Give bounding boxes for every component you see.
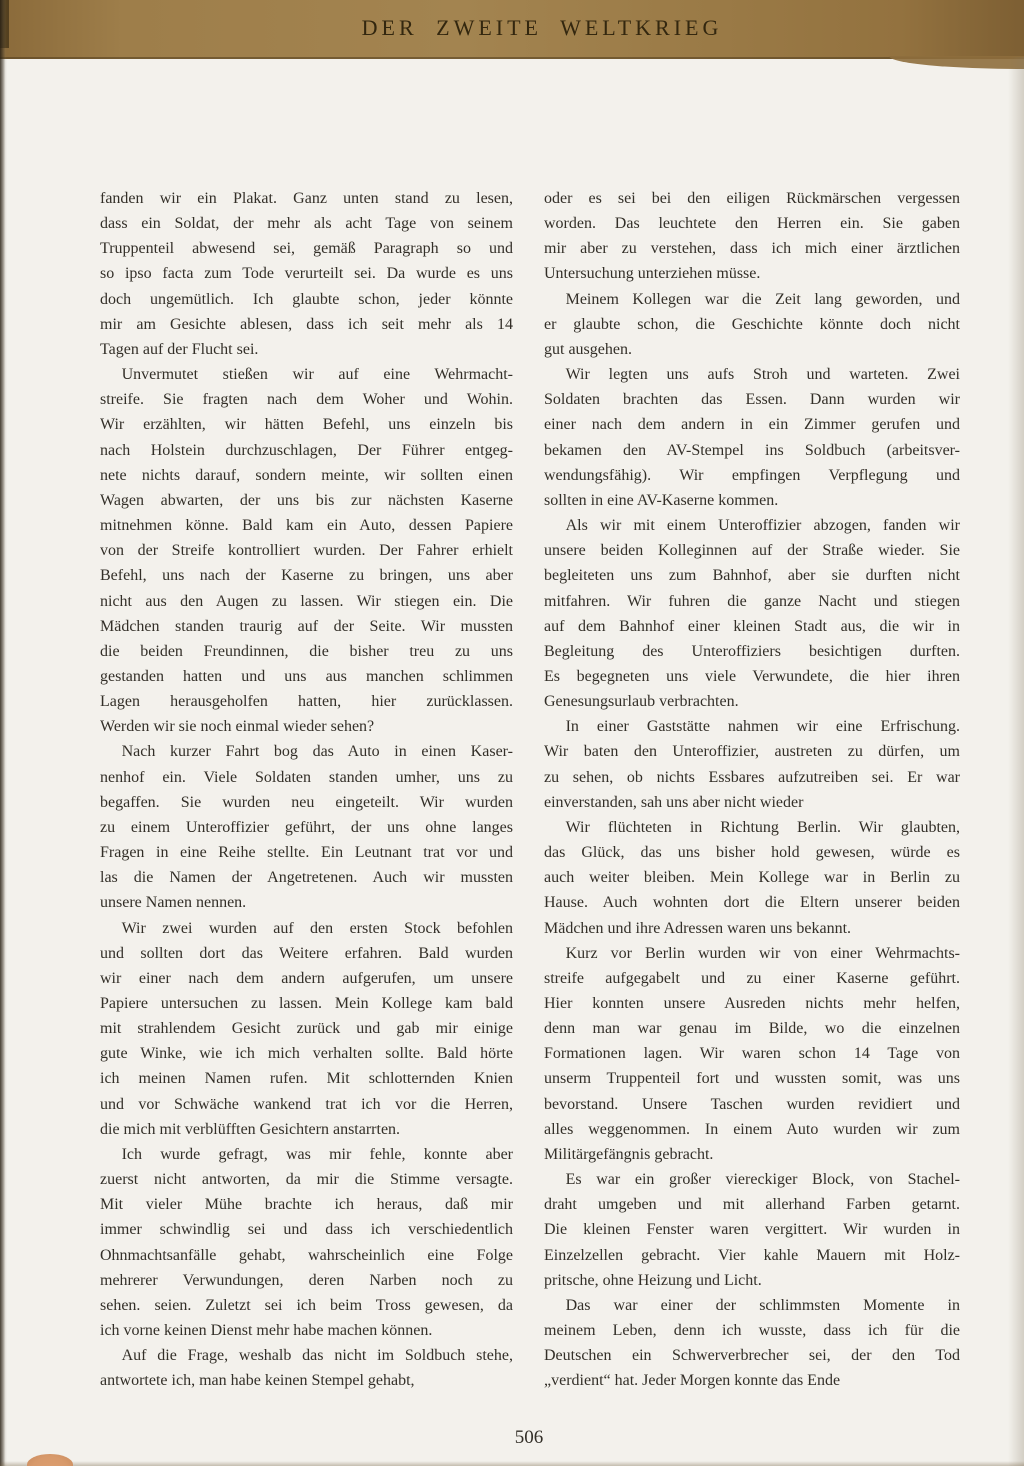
text-line: Begleitung des Unteroffiziers besichtigen durften. (544, 642, 960, 660)
text-line: Wir erzählten, wir hätten Befehl, uns einzeln bis (100, 416, 513, 434)
paragraph (100, 362, 513, 739)
text-line: wendungsfähig). Wir empfingen Verpflegung und (544, 466, 960, 484)
paragraph (544, 1293, 960, 1394)
text-line: wir einer nach dem andern aufgerufen, um unsere (100, 969, 513, 987)
text-line: immer schwindlig sei und dass ich verschiedentlich (100, 1221, 513, 1239)
text-line: mitnehmen könne. Bald kam ein Auto, dessen Papiere (100, 517, 513, 535)
text-line: begleiteten uns zum Bahnhof, aber sie durften nicht (544, 567, 960, 585)
text-line: von der Streife kontrolliert wurden. Der Fahrer erhielt (100, 542, 513, 560)
page-bottom-edge (0, 1461, 1024, 1466)
text-line: gestanden hatten und uns aus manchen schlimmen (100, 667, 513, 685)
text-line: Das war einer der schlimmsten Momente in (565, 1296, 960, 1314)
text-line: Wir zwei wurden auf den ersten Stock befohlen (121, 919, 513, 937)
text-line: streife. Sie fragten nach dem Woher und Wohin. (100, 391, 513, 409)
text-line: einer nach dem andern in ein Zimmer gerufen und (544, 416, 960, 434)
text-line: Lagen herausgeholfen hatten, hier zurücklassen. (100, 693, 513, 711)
text-line: Ohnmachtsanfälle gehabt, wahrscheinlich eine Folge (100, 1246, 513, 1264)
text-line: unsere Namen nennen. (100, 894, 247, 912)
text-line: nicht aus den Augen zu lassen. Wir stiegen ein. Die (100, 592, 513, 610)
text-line: Wir flüchteten in Richtung Berlin. Wir glaubten, (565, 818, 960, 836)
text-line: Befehl, uns nach der Kaserne zu bringen, uns aber (100, 567, 513, 585)
text-line: und vor Schwäche wankend trat ich vor die Herren, (100, 1095, 513, 1113)
text-line: pritsche, ohne Heizung und Licht. (544, 1271, 762, 1289)
paragraph (100, 186, 513, 362)
text-line: Formationen lagen. Wir waren schon 14 Tage von (544, 1045, 960, 1063)
text-line: auch weiter bleiben. Mein Kollege war in Berlin zu (544, 869, 960, 887)
text-line: mit strahlendem Gesicht zurück und gab mir einige (100, 1020, 513, 1038)
text-line: Mädchen und ihre Adressen waren uns bekannt. (544, 919, 852, 937)
text-line: Wir baten den Unteroffizier, austreten zu dürfen, um (544, 743, 960, 761)
text-line: bevorstand. Unsere Taschen wurden revidiert und (544, 1095, 960, 1113)
text-line: Untersuchung unterziehen müsse. (544, 265, 761, 283)
text-line: denn man war genau im Bilde, wo die einzelnen (544, 1020, 960, 1038)
text-line: nach Holstein durchzuschlagen, Der Führer entgeg- (100, 441, 513, 459)
text-line: worden. Das leuchtete den Herren ein. Sie gaben (544, 215, 960, 233)
text-line: Ich wurde gefragt, was mir fehle, konnte aber (121, 1145, 513, 1163)
text-line: draht umgeben und mit allerhand Farben getarnt. (544, 1196, 960, 1214)
text-line: Fragen in eine Reihe stellte. Ein Leutnant trat vor und (100, 844, 513, 862)
paragraph (100, 739, 513, 915)
text-line: Soldaten brachten das Essen. Dann wurden wir (544, 391, 960, 409)
text-line: Truppenteil abwesend sei, gemäß Paragraph so und (100, 240, 513, 258)
text-line: sehen. seien. Zuletzt sei ich beim Tross gewesen, da (100, 1296, 513, 1314)
paragraph (100, 1142, 513, 1343)
paragraph (544, 1167, 960, 1293)
text-line: Papiere untersuchen zu lassen. Mein Kollege kam bald (100, 995, 513, 1012)
paragraph (544, 513, 960, 714)
text-line: mir am Gesichte ablesen, dass ich seit mehr als 14 (100, 315, 513, 333)
fingertip-scan-artifact (27, 1454, 73, 1466)
page-left-edge (0, 0, 7, 1466)
text-line: Es begegneten uns viele Verwundete, die hier ihren (544, 667, 960, 685)
text-line: streife aufgegabelt und zu einer Kaserne geführt. (544, 969, 960, 987)
paragraph (544, 287, 960, 362)
paragraph (544, 186, 960, 287)
text-line: Die kleinen Fenster waren vergittert. Wir wurden in (544, 1221, 960, 1239)
text-line: zuerst nicht antworten, da mir die Stimme versagte. (100, 1171, 513, 1189)
text-line: Tagen auf der Flucht sei. (100, 340, 259, 358)
text-line: Werden wir sie noch einmal wieder sehen? (100, 718, 375, 736)
text-line: nenhof ein. Viele Soldaten standen umher, uns zu (100, 768, 513, 786)
text-line: Hause. Auch wohnten dort die Eltern unserer beiden (544, 894, 960, 912)
text-line: bekamen den AV-Stempel ins Soldbuch (arbeitsver- (544, 441, 960, 459)
text-column-left (100, 186, 513, 1394)
text-line: las die Namen der Angetretenen. Auch wir mussten (100, 869, 513, 887)
text-line: Es war ein großer viereckiger Block, von Stachel- (565, 1171, 960, 1189)
text-line: ich meinen Namen rufen. Mit schlotternden Knien (100, 1070, 513, 1088)
text-line: begaffen. Sie wurden neu eingeteilt. Wir wurden (100, 793, 513, 811)
text-line: sollten in eine AV-Kaserne kommen. (544, 491, 779, 509)
text-line: antwortete ich, man habe keinen Stempel gehabt, (100, 1372, 415, 1390)
text-line: unsere beiden Kolleginnen auf der Straße wieder. Sie (544, 542, 960, 560)
page-number: 506 (514, 1427, 544, 1448)
text-line: Wagen abwarten, der uns bis zur nächsten Kaserne (100, 491, 513, 509)
text-line: meinem Leben, denn ich wusste, dass ich für die (544, 1322, 960, 1340)
text-line: zu einem Unteroffizier geführt, der uns ohne langes (100, 818, 513, 836)
paragraph (544, 815, 960, 941)
text-line: mitfahren. Wir fuhren die ganze Nacht und stiegen (544, 592, 960, 610)
text-line: Meinem Kollegen war die Zeit lang geworden, und (565, 290, 960, 308)
text-line: Kurz vor Berlin wurden wir von einer Wehrmachts- (565, 944, 960, 962)
text-line: mehrerer Verwundungen, deren Narben noch zu (100, 1271, 513, 1289)
text-line: oder es sei bei den eiligen Rückmärschen vergessen (544, 190, 960, 207)
text-line: Deutschen ein Schwerverbrecher sei, der den Tod (544, 1347, 960, 1365)
text-line: Einzelzellen gebracht. Vier kahle Mauern mit Holz- (544, 1246, 960, 1264)
text-line: Als wir mit einem Unteroffizier abzogen, fanden wir (565, 517, 960, 535)
text-line: dass ein Soldat, der mehr als acht Tage von seinem (100, 215, 513, 233)
text-line: das Glück, das uns bisher hold gewesen, würde es (544, 844, 960, 862)
band-page-curve (889, 56, 1024, 69)
text-line: Unvermutet stießen wir auf eine Wehrmacht- (121, 366, 513, 384)
text-line: Genesungsurlaub verbrachten. (544, 693, 739, 711)
text-line: Hier konnten unsere Ausreden nichts mehr helfen, (544, 995, 960, 1012)
text-line: Militärgefängnis gebracht. (544, 1145, 714, 1163)
text-line: ich vorne keinen Dienst mehr habe machen können. (100, 1322, 433, 1340)
paragraph (544, 941, 960, 1167)
text-line: die beiden Freundinnen, die bisher treu zu uns (100, 642, 513, 660)
paragraph (100, 916, 513, 1142)
text-line: zu sehen, ob nichts Essbares aufzutreiben sei. Er war (544, 768, 960, 786)
paragraph (544, 362, 960, 513)
text-line: Auf die Frage, weshalb das nicht im Soldbuch stehe, (121, 1347, 513, 1365)
text-line: Mit vieler Mühe brachte ich heraus, daß mir (100, 1196, 513, 1214)
page-header-band (0, 0, 1024, 59)
text-line: so ipso facta zum Tode verurteilt sei. Da wurde es uns (100, 265, 513, 283)
text-line: er glaubte schon, die Geschichte könnte doch nicht (544, 315, 960, 333)
text-line: mir aber zu verstehen, dass ich mich einer ärztlichen (544, 240, 960, 258)
text-line: die mich mit verblüfften Gesichtern anstarrten. (100, 1120, 401, 1138)
text-line: Wir legten uns aufs Stroh und warteten. Zwei (565, 366, 960, 384)
text-line: unserm Truppenteil fort und wussten somit, was uns (544, 1070, 960, 1088)
paragraph (544, 714, 960, 815)
text-line: fanden wir ein Plakat. Ganz unten stand zu lesen, (100, 190, 513, 207)
chapter-title: DER ZWEITE WELTKRIEG (361, 15, 723, 40)
text-line: auf dem Bahnhof einer kleinen Stadt aus, die wir in (544, 617, 960, 635)
text-line: nete nichts darauf, sondern meinte, wir sollten einen (100, 466, 513, 484)
text-line: einverstanden, sah uns aber nicht wieder (544, 793, 804, 811)
text-line: gut ausgehen. (544, 340, 632, 358)
page-right-shadow (1008, 57, 1024, 1466)
paragraph (100, 1343, 513, 1393)
text-line: Mädchen standen traurig auf der Seite. Wir mussten (100, 617, 513, 635)
text-line: „verdient“ hat. Jeder Morgen konnte das Ende (544, 1372, 841, 1390)
text-line: und sollten dort das Weitere erfahren. Bald wurden (100, 944, 513, 962)
text-line: Nach kurzer Fahrt bog das Auto in einen Kaser- (121, 743, 513, 761)
text-line: doch ungemütlich. Ich glaubte schon, jeder könnte (100, 290, 513, 308)
text-line: alles weggenommen. In einem Auto wurden wir zum (544, 1120, 960, 1138)
text-line: gute Winke, wie ich mich verhalten sollte. Bald hörte (100, 1045, 513, 1063)
text-column-right (544, 186, 960, 1394)
text-line: In einer Gaststätte nahmen wir eine Erfrischung. (565, 718, 960, 736)
